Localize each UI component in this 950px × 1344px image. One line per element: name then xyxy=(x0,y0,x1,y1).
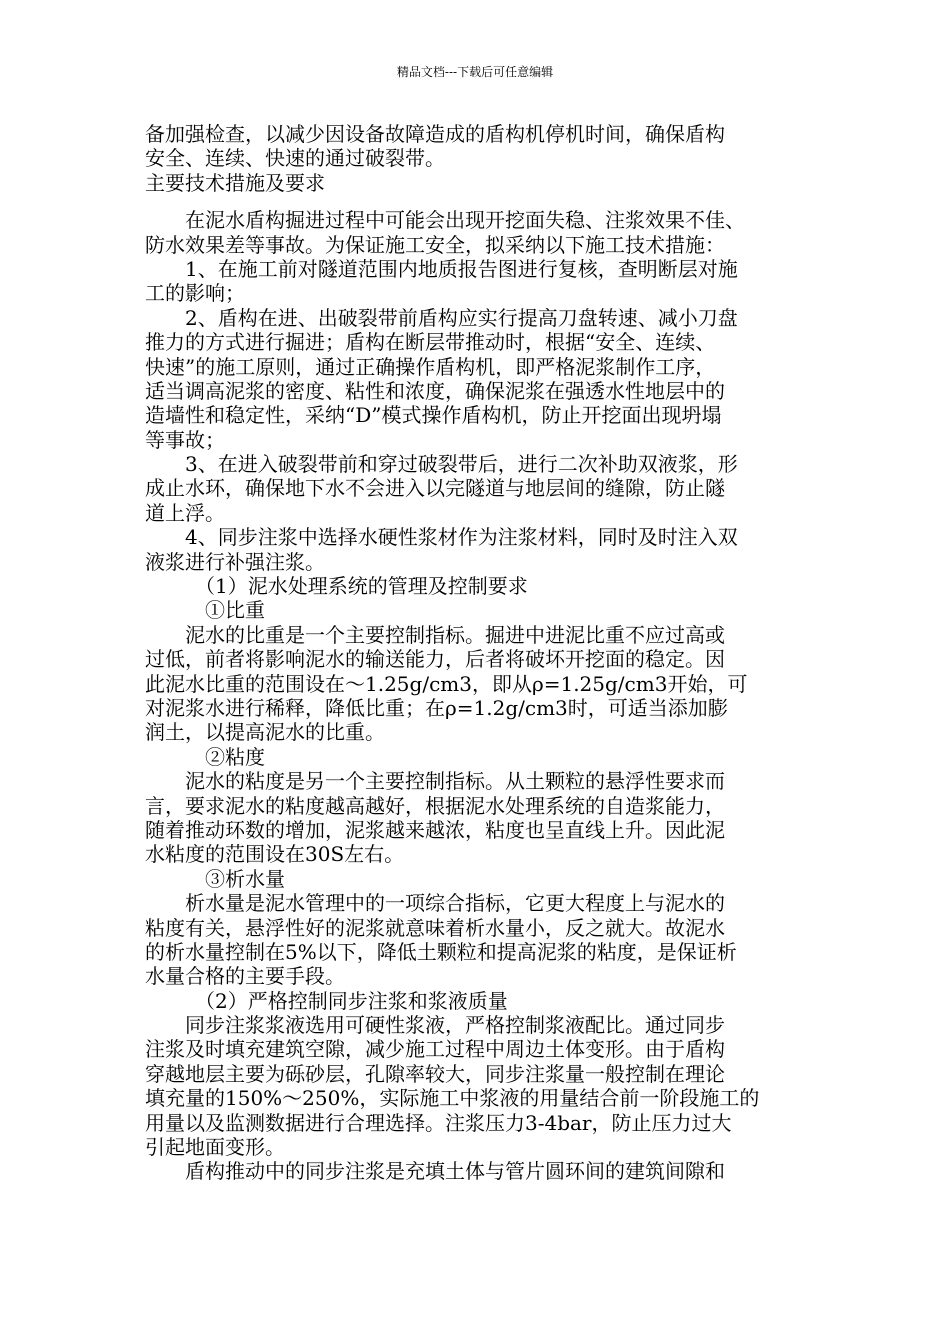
paragraph-gap xyxy=(145,195,815,208)
text-line: 润土，以提高泥水的比重。 xyxy=(145,720,385,745)
text-line: 泥水的比重是一个主要控制指标。掘进中进泥比重不应过高或 xyxy=(145,622,725,647)
text-line: 成止水环，确保地下水不会进入以完隧道与地层间的缝隙，防止隧 xyxy=(145,476,725,501)
text-line: 在泥水盾构掘进过程中可能会出现开挖面失稳、注浆效果不佳、 xyxy=(145,208,745,233)
text-line: 液浆进行补强注浆。 xyxy=(145,549,325,574)
text-line: 对泥浆水进行稀释，降低比重；在ρ=1.2g/cm3时，可适当添加膨 xyxy=(145,695,728,720)
section-heading: 主要技术措施及要求 xyxy=(145,170,325,195)
text-line: 水粘度的范围设在30S左右。 xyxy=(145,842,405,867)
text-line: ③析水量 xyxy=(145,866,285,891)
text-line: 引起地面变形。 xyxy=(145,1135,285,1160)
text-line: 安全、连续、快速的通过破裂带。 xyxy=(145,146,445,171)
text-line: 随着推动环数的增加，泥浆越来越浓，粘度也呈直线上升。因此泥 xyxy=(145,817,725,842)
page-header: 精品文档---下载后可任意编辑 xyxy=(396,65,554,79)
text-line: 同步注浆浆液选用可硬性浆液，严格控制浆液配比。通过同步 xyxy=(145,1013,725,1038)
body-block xyxy=(145,208,815,1184)
text-line: 言，要求泥水的粘度越高越好，根据泥水处理系统的自造浆能力， xyxy=(145,793,725,818)
text-line: 用量以及监测数据进行合理选择。注浆压力3-4bar，防止压力过大 xyxy=(145,1110,732,1135)
text-line: （1）泥水处理系统的管理及控制要求 xyxy=(145,574,528,599)
intro-block xyxy=(145,122,815,195)
text-line: 3、在进入破裂带前和穿过破裂带后，进行二次补助双液浆，形 xyxy=(145,452,738,477)
text-line: 水量合格的主要手段。 xyxy=(145,964,345,989)
text-line: 析水量是泥水管理中的一项综合指标，它更大程度上与泥水的 xyxy=(145,891,725,916)
text-line: 注浆及时填充建筑空隙，减少施工过程中周边土体变形。由于盾构 xyxy=(145,1037,725,1062)
text-line: 造墙性和稳定性，采纳“D”模式操作盾构机，防止开挖面出现坍塌 xyxy=(145,403,722,428)
text-line: 防水效果差等事故。为保证施工安全，拟采纳以下施工技术措施： xyxy=(145,232,725,257)
text-line: ②粘度 xyxy=(145,744,265,769)
text-line: 穿越地层主要为砾砂层，孔隙率较大，同步注浆量一般控制在理论 xyxy=(145,1061,725,1086)
document-body xyxy=(145,122,815,1184)
text-line: 粘度有关，悬浮性好的泥浆就意味着析水量小，反之就大。故泥水 xyxy=(145,915,725,940)
text-line: 泥水的粘度是另一个主要控制指标。从土颗粒的悬浮性要求而 xyxy=(145,769,725,794)
text-line: ①比重 xyxy=(145,598,265,623)
text-line: 备加强检查，以减少因设备故障造成的盾构机停机时间，确保盾构 xyxy=(145,122,725,146)
text-line: 适当调高泥浆的密度、粘性和浓度，确保泥浆在强透水性地层中的 xyxy=(145,378,725,403)
text-line: 此泥水比重的范围设在～1.25g/cm3，即从ρ=1.25g/cm3开始，可 xyxy=(145,671,748,696)
text-line: 等事故； xyxy=(145,427,225,452)
text-line: 工的影响； xyxy=(145,281,245,306)
text-line: 2、盾构在进、出破裂带前盾构应实行提高刀盘转速、减小刀盘 xyxy=(145,305,738,330)
text-line: 1、在施工前对隧道范围内地质报告图进行复核，查明断层对施 xyxy=(145,256,738,281)
text-line: 推力的方式进行掘进；盾构在断层带推动时，根据“安全、连续、 xyxy=(145,330,716,355)
text-line: 快速”的施工原则，通过正确操作盾构机，即严格泥浆制作工序， xyxy=(145,354,716,379)
text-line: 道上浮。 xyxy=(145,500,225,525)
text-line: 盾构推动中的同步注浆是充填土体与管片圆环间的建筑间隙和 xyxy=(145,1159,725,1184)
text-line: （2）严格控制同步注浆和浆液质量 xyxy=(145,988,508,1013)
text-line: 的析水量控制在5%以下，降低土颗粒和提高泥浆的粘度，是保证析 xyxy=(145,939,737,964)
text-line: 过低，前者将影响泥水的输送能力，后者将破坏开挖面的稳定。因 xyxy=(145,647,725,672)
text-line: 4、同步注浆中选择水硬性浆材作为注浆材料，同时及时注入双 xyxy=(145,525,738,550)
text-line: 填充量的150%～250%，实际施工中浆液的用量结合前一阶段施工的 xyxy=(145,1086,760,1111)
